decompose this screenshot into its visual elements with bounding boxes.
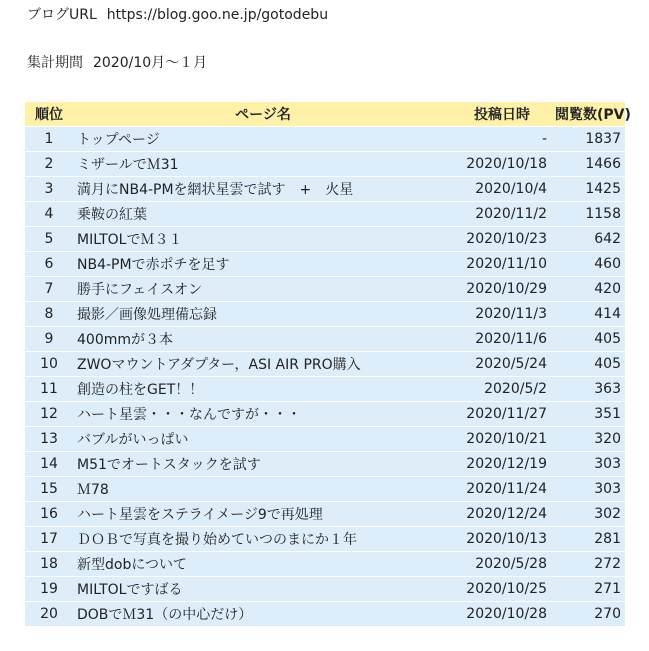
cell-page-views: 1466 [551,152,625,176]
cell-rank: 3 [25,177,73,201]
cell-rank: 14 [25,452,73,476]
table-row [25,427,625,451]
cell-page-views: 405 [551,327,625,351]
period-line [27,53,207,73]
table-row [25,502,625,526]
cell-page-views: 351 [551,402,625,426]
table-row [25,527,625,551]
cell-post-date: 2020/10/21 [453,427,551,451]
cell-page-name: Ｍ78 [73,477,453,501]
cell-rank: 1 [25,127,73,151]
cell-rank: 16 [25,502,73,526]
table-row [25,202,625,226]
cell-page-name: NB4-PMで赤ポチを足す [73,252,453,276]
cell-post-date: 2020/11/6 [453,327,551,351]
cell-page-name: ハート星雲・・・なんですが・・・ [73,402,453,426]
cell-page-name: ZWOマウントアダプター，ASI AIR PRO購入 [73,352,453,376]
table-row [25,252,625,276]
blog-url-line [27,5,328,25]
header-page: ページ名 [73,102,453,126]
table-row [25,377,625,401]
ranking-table [25,101,631,627]
cell-page-name: 満月にNB4-PMを網状星雲で試す + 火星 [73,177,453,201]
table-row [25,227,625,251]
table-row [25,152,625,176]
cell-rank: 12 [25,402,73,426]
cell-page-views: 414 [551,302,625,326]
header-date: 投稿日時 [453,102,551,126]
cell-post-date: 2020/10/25 [453,577,551,601]
table-row [25,552,625,576]
cell-page-views: 1837 [551,127,625,151]
table-row [25,327,625,351]
cell-post-date: 2020/10/18 [453,152,551,176]
table-row [25,302,625,326]
cell-rank: 13 [25,427,73,451]
cell-page-name: 新型dobについて [73,552,453,576]
cell-post-date: 2020/11/27 [453,402,551,426]
cell-rank: 5 [25,227,73,251]
cell-rank: 9 [25,327,73,351]
cell-page-views: 281 [551,527,625,551]
cell-page-views: 302 [551,502,625,526]
cell-rank: 20 [25,602,73,626]
period-value: 2020/10月～１月 [93,55,208,71]
cell-rank: 15 [25,477,73,501]
cell-page-name: M51でオートスタックを試す [73,452,453,476]
cell-page-views: 363 [551,377,625,401]
cell-post-date: 2020/11/24 [453,477,551,501]
table-row [25,177,625,201]
table-row [25,452,625,476]
cell-page-views: 272 [551,552,625,576]
cell-post-date: 2020/10/28 [453,602,551,626]
cell-post-date: 2020/5/2 [453,377,551,401]
cell-page-views: 405 [551,352,625,376]
table-row [25,402,625,426]
cell-page-name: ミザールでＭ31 [73,152,453,176]
cell-page-name: トップページ [73,127,453,151]
cell-post-date: 2020/12/19 [453,452,551,476]
cell-rank: 4 [25,202,73,226]
cell-rank: 6 [25,252,73,276]
cell-page-views: 642 [551,227,625,251]
cell-page-name: DOBでＭ31（の中心だけ） [73,602,453,626]
cell-page-views: 303 [551,452,625,476]
cell-post-date: 2020/12/24 [453,502,551,526]
cell-page-name: 撮影／画像処理備忘録 [73,302,453,326]
table-row [25,127,625,151]
period-label: 集計期間 [27,55,83,71]
cell-rank: 17 [25,527,73,551]
table-row [25,277,625,301]
cell-rank: 18 [25,552,73,576]
table-row [25,352,625,376]
table-header-row [25,102,625,126]
cell-rank: 7 [25,277,73,301]
cell-rank: 8 [25,302,73,326]
cell-page-views: 1158 [551,202,625,226]
cell-post-date: 2020/5/24 [453,352,551,376]
cell-page-name: ＤＯＢで写真を撮り始めていつのまにか１年 [73,527,453,551]
blog-url-value: https://blog.goo.ne.jp/gotodebu [106,7,329,23]
cell-page-name: バブルがいっぱい [73,427,453,451]
cell-rank: 10 [25,352,73,376]
cell-page-name: 乗鞍の紅葉 [73,202,453,226]
cell-page-name: ハート星雲をステライメージ9で再処理 [73,502,453,526]
cell-rank: 19 [25,577,73,601]
blog-url-label: ブログURL [27,7,97,23]
cell-post-date: - [453,127,551,151]
cell-rank: 2 [25,152,73,176]
cell-page-views: 460 [551,252,625,276]
cell-post-date: 2020/5/28 [453,552,551,576]
cell-post-date: 2020/10/29 [453,277,551,301]
table-row [25,602,625,626]
cell-page-views: 320 [551,427,625,451]
cell-post-date: 2020/11/3 [453,302,551,326]
cell-post-date: 2020/11/2 [453,202,551,226]
ranking-body [25,127,625,626]
cell-post-date: 2020/10/23 [453,227,551,251]
cell-page-views: 271 [551,577,625,601]
cell-post-date: 2020/10/4 [453,177,551,201]
cell-page-name: 勝手にフェイスオン [73,277,453,301]
cell-page-name: MILTOLでＭ３１ [73,227,453,251]
cell-post-date: 2020/10/13 [453,527,551,551]
cell-page-name: MILTOLですばる [73,577,453,601]
table-row [25,477,625,501]
cell-page-name: 400mmが３本 [73,327,453,351]
cell-rank: 11 [25,377,73,401]
cell-post-date: 2020/11/10 [453,252,551,276]
header-pv: 閲覧数(PV) [551,102,625,126]
header-rank: 順位 [25,102,73,126]
cell-page-views: 303 [551,477,625,501]
cell-page-views: 420 [551,277,625,301]
cell-page-views: 270 [551,602,625,626]
cell-page-name: 創造の柱をGET！！ [73,377,453,401]
cell-page-views: 1425 [551,177,625,201]
table-row [25,577,625,601]
